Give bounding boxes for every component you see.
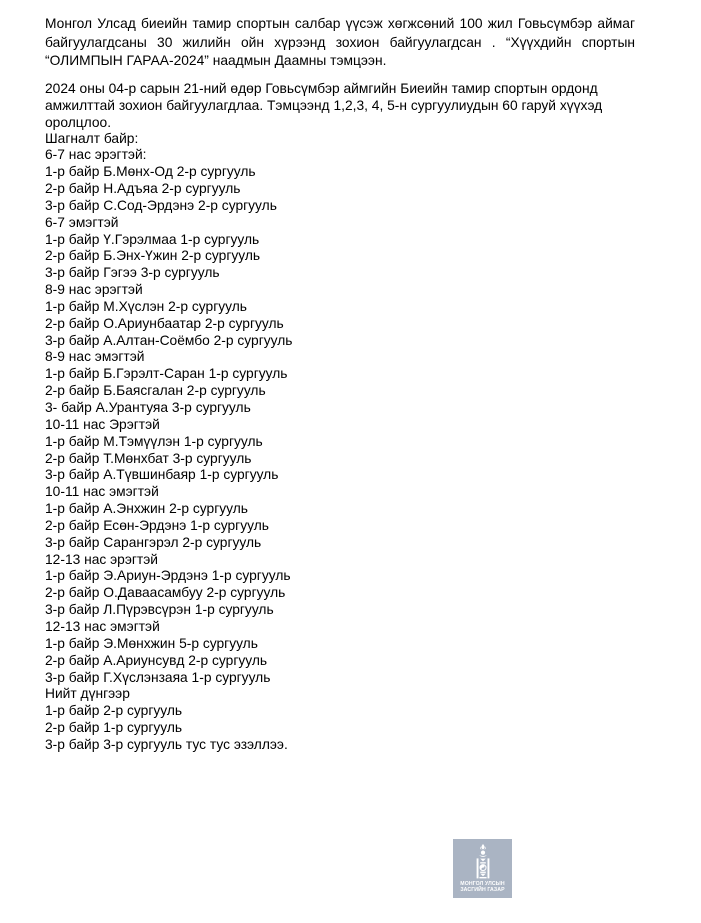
result-line: 6-7 эмэгтэй [45,214,119,230]
result-line: 3-р байр Сарангэрэл 2-р сургууль [45,534,262,550]
result-line: 3-р байр А.Түвшинбаяр 1-р сургууль [45,467,279,483]
result-line: 2-р байр Б.Баясгалан 2-р сургууль [45,383,266,399]
logo-text [460,881,504,893]
result-line: 10-11 нас Эрэгтэй [45,416,160,432]
result-line: 10-11 нас эмэгтэй [45,484,159,500]
result-line: 1-р байр М.Тэмүүлэн 1-р сургууль [45,433,263,449]
result-line: 3- байр А.Урантуяа 3-р сургууль [45,400,251,415]
result-line: 3-р байр 3-р сургууль тус тус эзэллээ. [45,736,288,752]
article-body [45,15,635,754]
government-logo [453,839,512,898]
result-line: 1-р байр Б.Мөнх-Од 2-р сургууль [45,164,256,180]
logo-text-line-2: ЗАСГИЙН ГАЗАР [460,887,505,893]
result-line: 3-р байр А.Алтан-Соёмбо 2-р сургууль [45,332,293,348]
result-line: 2-р байр Б.Энх-Үжин 2-р сургууль [45,248,261,264]
result-line: 2-р байр О.Ариунбаатар 2-р сургууль [45,315,284,331]
result-line: 12-13 нас эрэгтэй [45,551,158,567]
result-line: 1-р байр 2-р сургууль [45,703,183,719]
result-line: 2-р байр А.Ариунсувд 2-р сургууль [45,652,268,668]
result-line: 1-р байр Э.Мөнхжин 5-р сургууль [45,635,258,651]
soyombo-emblem-icon [468,843,498,881]
result-line: 2-р байр О.Даваасамбуу 2-р сургууль [45,585,286,601]
result-line: 1-р байр Э.Ариун-Эрдэнэ 1-р сургууль [45,568,291,584]
result-line: 3-р байр Г.Хүслэнзаяа 1-р сургууль [45,669,271,685]
result-line: 12-13 нас эмэгтэй [45,618,160,634]
result-line: 1-р байр Б.Гэрэлт-Саран 1-р сургууль [45,366,288,382]
result-line: 6-7 нас эрэгтэй: [45,147,147,163]
result-line: Шагналт байр: [45,130,139,146]
result-line: 2-р байр Н.Адъяа 2-р сургууль [45,181,241,197]
result-line: Нийт дүнгээр [45,686,130,702]
result-line: 2-р байр Т.Мөнхбат 3-р сургууль [45,450,252,466]
results-list [45,131,635,754]
result-line: 2-р байр 1-р сургууль [45,720,183,736]
logo-text-line-1: МОНГОЛ УЛСЫН [460,881,505,887]
result-line: 3-р байр Л.Пүрэвсүрэн 1-р сургууль [45,602,274,618]
result-line: 1-р байр Ү.Гэрэлмаа 1-р сургууль [45,231,260,247]
report-paragraph: 2024 оны 04-р сарын 21-ний өдөр Говьсүмбэр аймгийн Биеийн тамир спортын ордонд амжилттай зохион байгуулагдлаа. Тэмцээнд 1,2,3, 4, 5-н сургуулиудын 60 гаруй хүүхэд оролцлоо. [45,80,603,130]
result-line: 1-р байр А.Энхжин 2-р сургууль [45,501,248,517]
intro-paragraph: Монгол Улсад биеийн тамир спортын салбар үүсэж хөгжсөний 100 жил Говьсүмбэр аймаг байгуулагдсаны 30 жилийн ойн хүрээнд зохион байгуулагдсан . “Хүүхдийн спортын “ОЛИМПЫН ГАРАА-2024” наадмын Даамны тэмцээн. [45,16,635,68]
result-line: 3-р байр Гэгээ 3-р сургууль [45,265,220,281]
result-line: 3-р байр С.Сод-Эрдэнэ 2-р сургууль [45,197,277,213]
result-line: 2-р байр Есөн-Эрдэнэ 1-р сургууль [45,517,269,533]
result-line: 1-р байр М.Хүслэн 2-р сургууль [45,298,247,314]
result-line: 8-9 нас эмэгтэй [45,349,145,365]
result-line: 8-9 нас эрэгтэй [45,282,143,298]
